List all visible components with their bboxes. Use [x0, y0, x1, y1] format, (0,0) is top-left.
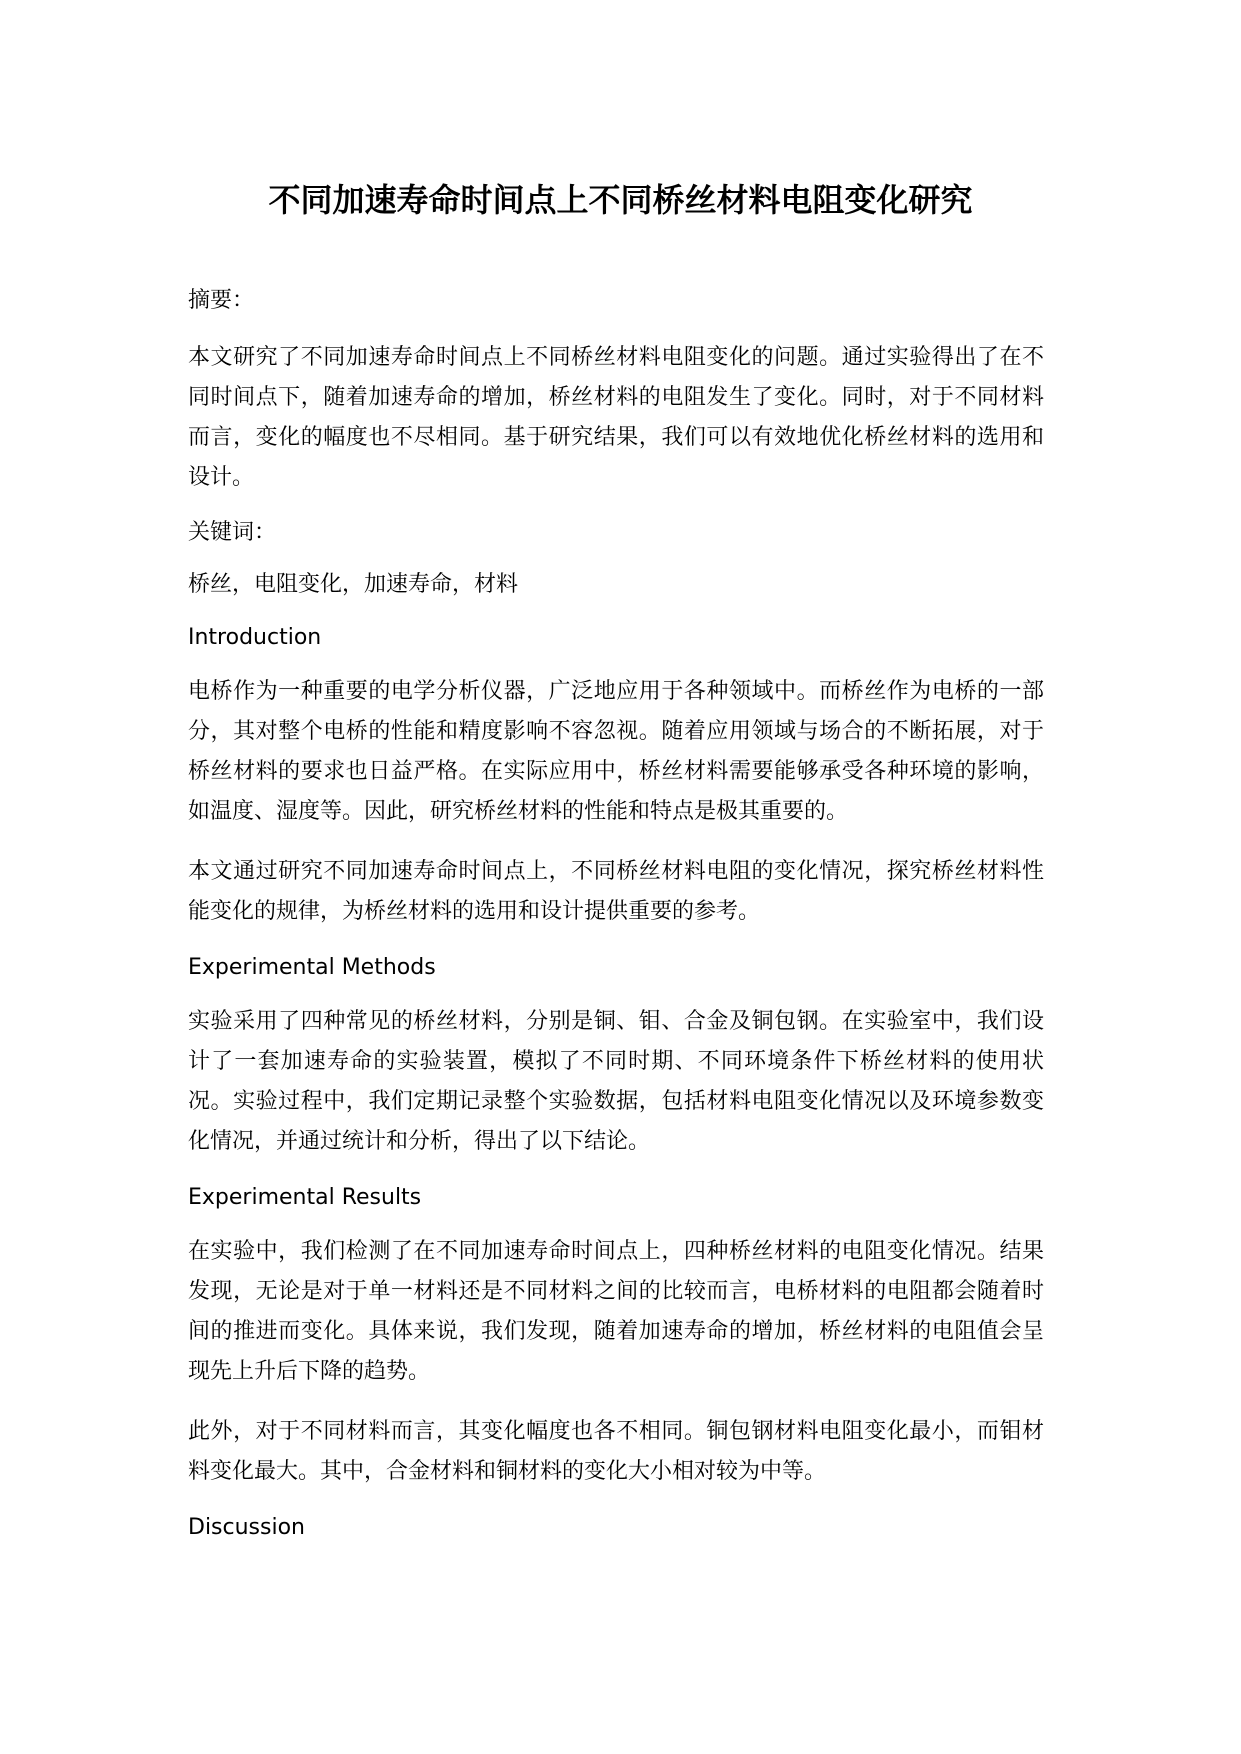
- introduction-heading: Introduction: [188, 625, 322, 650]
- document-title: 不同加速寿命时间点上不同桥丝材料电阻变化研究: [268, 181, 973, 219]
- results-paragraph: 在实验中，我们检测了在不同加速寿命时间点上，四种桥丝材料的电阻变化情况。结果发现，无论是对于单一材料还是不同材料之间的比较而言，电桥材料的电阻都会随着时间的推进而变化。具体来说，我们发现，随着加速寿命的增加，桥丝材料的电阻值会呈现先上升后下降的趋势。: [188, 1239, 1044, 1384]
- introduction-paragraph: 本文通过研究不同加速寿命时间点上，不同桥丝材料电阻的变化情况，探究桥丝材料性能变化的规律，为桥丝材料的选用和设计提供重要的参考。: [188, 859, 1044, 924]
- abstract-text: 本文研究了不同加速寿命时间点上不同桥丝材料电阻变化的问题。通过实验得出了在不同时间点下，随着加速寿命的增加，桥丝材料的电阻发生了变化。同时，对于不同材料而言，变化的幅度也不尽相同。基于研究结果，我们可以有效地优化桥丝材料的选用和设计。: [188, 345, 1044, 490]
- abstract-label: 摘要：: [188, 288, 255, 313]
- introduction-paragraph: 电桥作为一种重要的电学分析仪器，广泛地应用于各种领域中。而桥丝作为电桥的一部分，其对整个电桥的性能和精度影响不容忽视。随着应用领域与场合的不断拓展，对于桥丝材料的要求也日益严格。在实际应用中，桥丝材料需要能够承受各种环境的影响，如温度、湿度等。因此，研究桥丝材料的性能和特点是极其重要的。: [188, 679, 1044, 824]
- methods-heading: Experimental Methods: [188, 955, 436, 980]
- results-paragraph: 此外，对于不同材料而言，其变化幅度也各不相同。铜包钢材料电阻变化最小，而钼材料变化最大。其中，合金材料和铜材料的变化大小相对较为中等。: [188, 1419, 1044, 1484]
- keywords-label: 关键词：: [188, 520, 277, 545]
- results-heading: Experimental Results: [188, 1185, 422, 1210]
- discussion-heading: Discussion: [188, 1515, 305, 1540]
- methods-paragraph: 实验采用了四种常见的桥丝材料，分别是铜、钼、合金及铜包钢。在实验室中，我们设计了一套加速寿命的实验装置，模拟了不同时期、不同环境条件下桥丝材料的使用状况。实验过程中，我们定期记录整个实验数据，包括材料电阻变化情况以及环境参数变化情况，并通过统计和分析，得出了以下结论。: [188, 1009, 1044, 1154]
- keywords-text: 桥丝，电阻变化，加速寿命，材料: [188, 572, 519, 597]
- document-body: [188, 286, 1044, 1562]
